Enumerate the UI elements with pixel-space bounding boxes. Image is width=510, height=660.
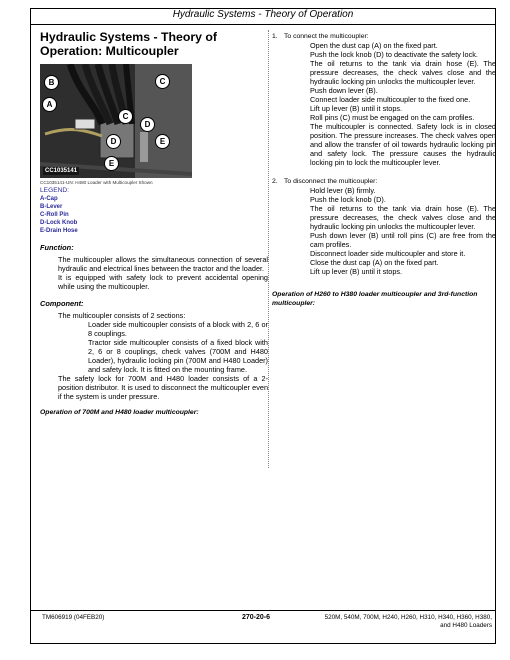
step-line: Roll pins (C) must be engaged on the cam profiles. (310, 113, 475, 122)
step-number: 1. (272, 33, 278, 40)
column-divider (268, 30, 269, 468)
legend-item: B-Lever (40, 204, 63, 210)
operation-heading-h260: Operation of H260 to H380 loader multicoupler and 3rd-function multicoupler: (272, 291, 478, 307)
section-title: Hydraulic Systems - Theory of Operation: Multicoupler (40, 30, 217, 58)
step-title: To disconnect the multicoupler: (284, 178, 378, 185)
callout-d: D (140, 117, 155, 132)
function-para: It is equipped with safety lock to prevent accidental opening while using the multicoupler. (58, 273, 268, 291)
step-title: To connect the multicoupler: (284, 33, 369, 40)
operation-heading-700m: Operation of 700M and H480 loader multicoupler: (40, 409, 199, 416)
step-heading (272, 32, 496, 41)
step-line: Push the lock knob (D) to deactivate the safety lock. (310, 50, 478, 59)
step-line: Push the lock knob (D). (310, 195, 386, 204)
callout-e: E (155, 134, 170, 149)
callout-a: A (42, 97, 57, 112)
legend-title: LEGEND: (40, 187, 69, 194)
legend-item: D-Lock Knob (40, 220, 78, 226)
step-line: The oil returns to the tank via drain hose (E). The pressure decreases, the check valves close and the hydraulic locking pin unlocks the multicoupler lever. (310, 204, 496, 231)
legend-item: A-Cap (40, 196, 58, 202)
left-column (40, 30, 268, 417)
component-intro: The multicoupler consists of 2 sections: (58, 311, 186, 320)
step-line: Open the dust cap (A) on the fixed part. (310, 41, 438, 50)
models-line-1: 520M, 540M, 700M, H240, H260, H310, H340, H360, H380, (324, 614, 492, 621)
step-heading (272, 177, 496, 186)
step-line: Close the dust cap (A) on the fixed part. (310, 258, 439, 267)
step-line: Hold lever (B) firmly. (310, 186, 376, 195)
right-column (272, 30, 496, 308)
callout-e: E (104, 156, 119, 171)
running-title: Hydraulic Systems - Theory of Operation (172, 9, 354, 20)
step-line: Lift up lever (B) until it stops. (310, 104, 403, 113)
header-rule (30, 24, 496, 25)
callout-c: C (155, 74, 170, 89)
step-line: Lift up lever (B) until it stops. (310, 267, 403, 276)
function-para: The multicoupler allows the simultaneous connection of several hydraulic and electrical lines between the tractor and the loader. (58, 255, 268, 273)
callout-c: C (118, 109, 133, 124)
component-safety: The safety lock for 700M and H480 loader consists of a 2-position distributor. It is used to disconnect the multicoupler even if the system is under pressure. (58, 374, 268, 401)
page-number: 270-20-6 (242, 614, 271, 621)
step-line: The oil returns to the tank via drain hose (E). The pressure decreases, the check valves close and the hydraulic locking pin unlocks the multicoupler lever. (310, 59, 496, 86)
function-heading: Function: (40, 243, 74, 252)
multicoupler-photo (40, 64, 192, 178)
step-line: Disconnect loader side multicoupler and store it. (310, 249, 466, 258)
figure-code: CC1035141 (45, 168, 78, 174)
legend-item: E-Drain Hose (40, 228, 78, 234)
models-line-2: and H480 Loaders (440, 622, 492, 629)
component-item: Tractor side multicoupler consists of a fixed block with 2, 6 or 8 couplings, check valves (700M and H480 Loader), hydraulic locking pin (700M and H480 Loader) and safety lock. It is fitted on the mounting frame. (88, 338, 268, 374)
figure-caption: CC1035141-UN: H480 Loader with Multicoupler Shown (40, 180, 153, 185)
step-number: 2. (272, 178, 278, 185)
footer-rule (30, 610, 496, 611)
component-heading: Component: (40, 299, 84, 308)
step-line: The multicoupler is connected. Safety lock is in closed position. The pressure increases. The check valves open and allow the transfer of oil towards hydraulic locking pin and safety lock. The pressure causes the hydraulic locking pin to lock the multicoupler lever. (310, 122, 496, 167)
step-line: Push down lever (B) until roll pins (C) are free from the cam profiles. (310, 231, 496, 249)
step-line: Push down lever (B). (310, 86, 378, 95)
callout-d: D (106, 134, 121, 149)
callout-b: B (44, 75, 59, 90)
step-line: Connect loader side multicoupler to the fixed one. (310, 95, 471, 104)
document-id: TM606919 (04FEB20) (42, 614, 105, 621)
component-item: Loader side multicoupler consists of a block with 2, 6 or 8 couplings. (88, 320, 268, 338)
legend-item: C-Roll Pin (40, 212, 69, 218)
